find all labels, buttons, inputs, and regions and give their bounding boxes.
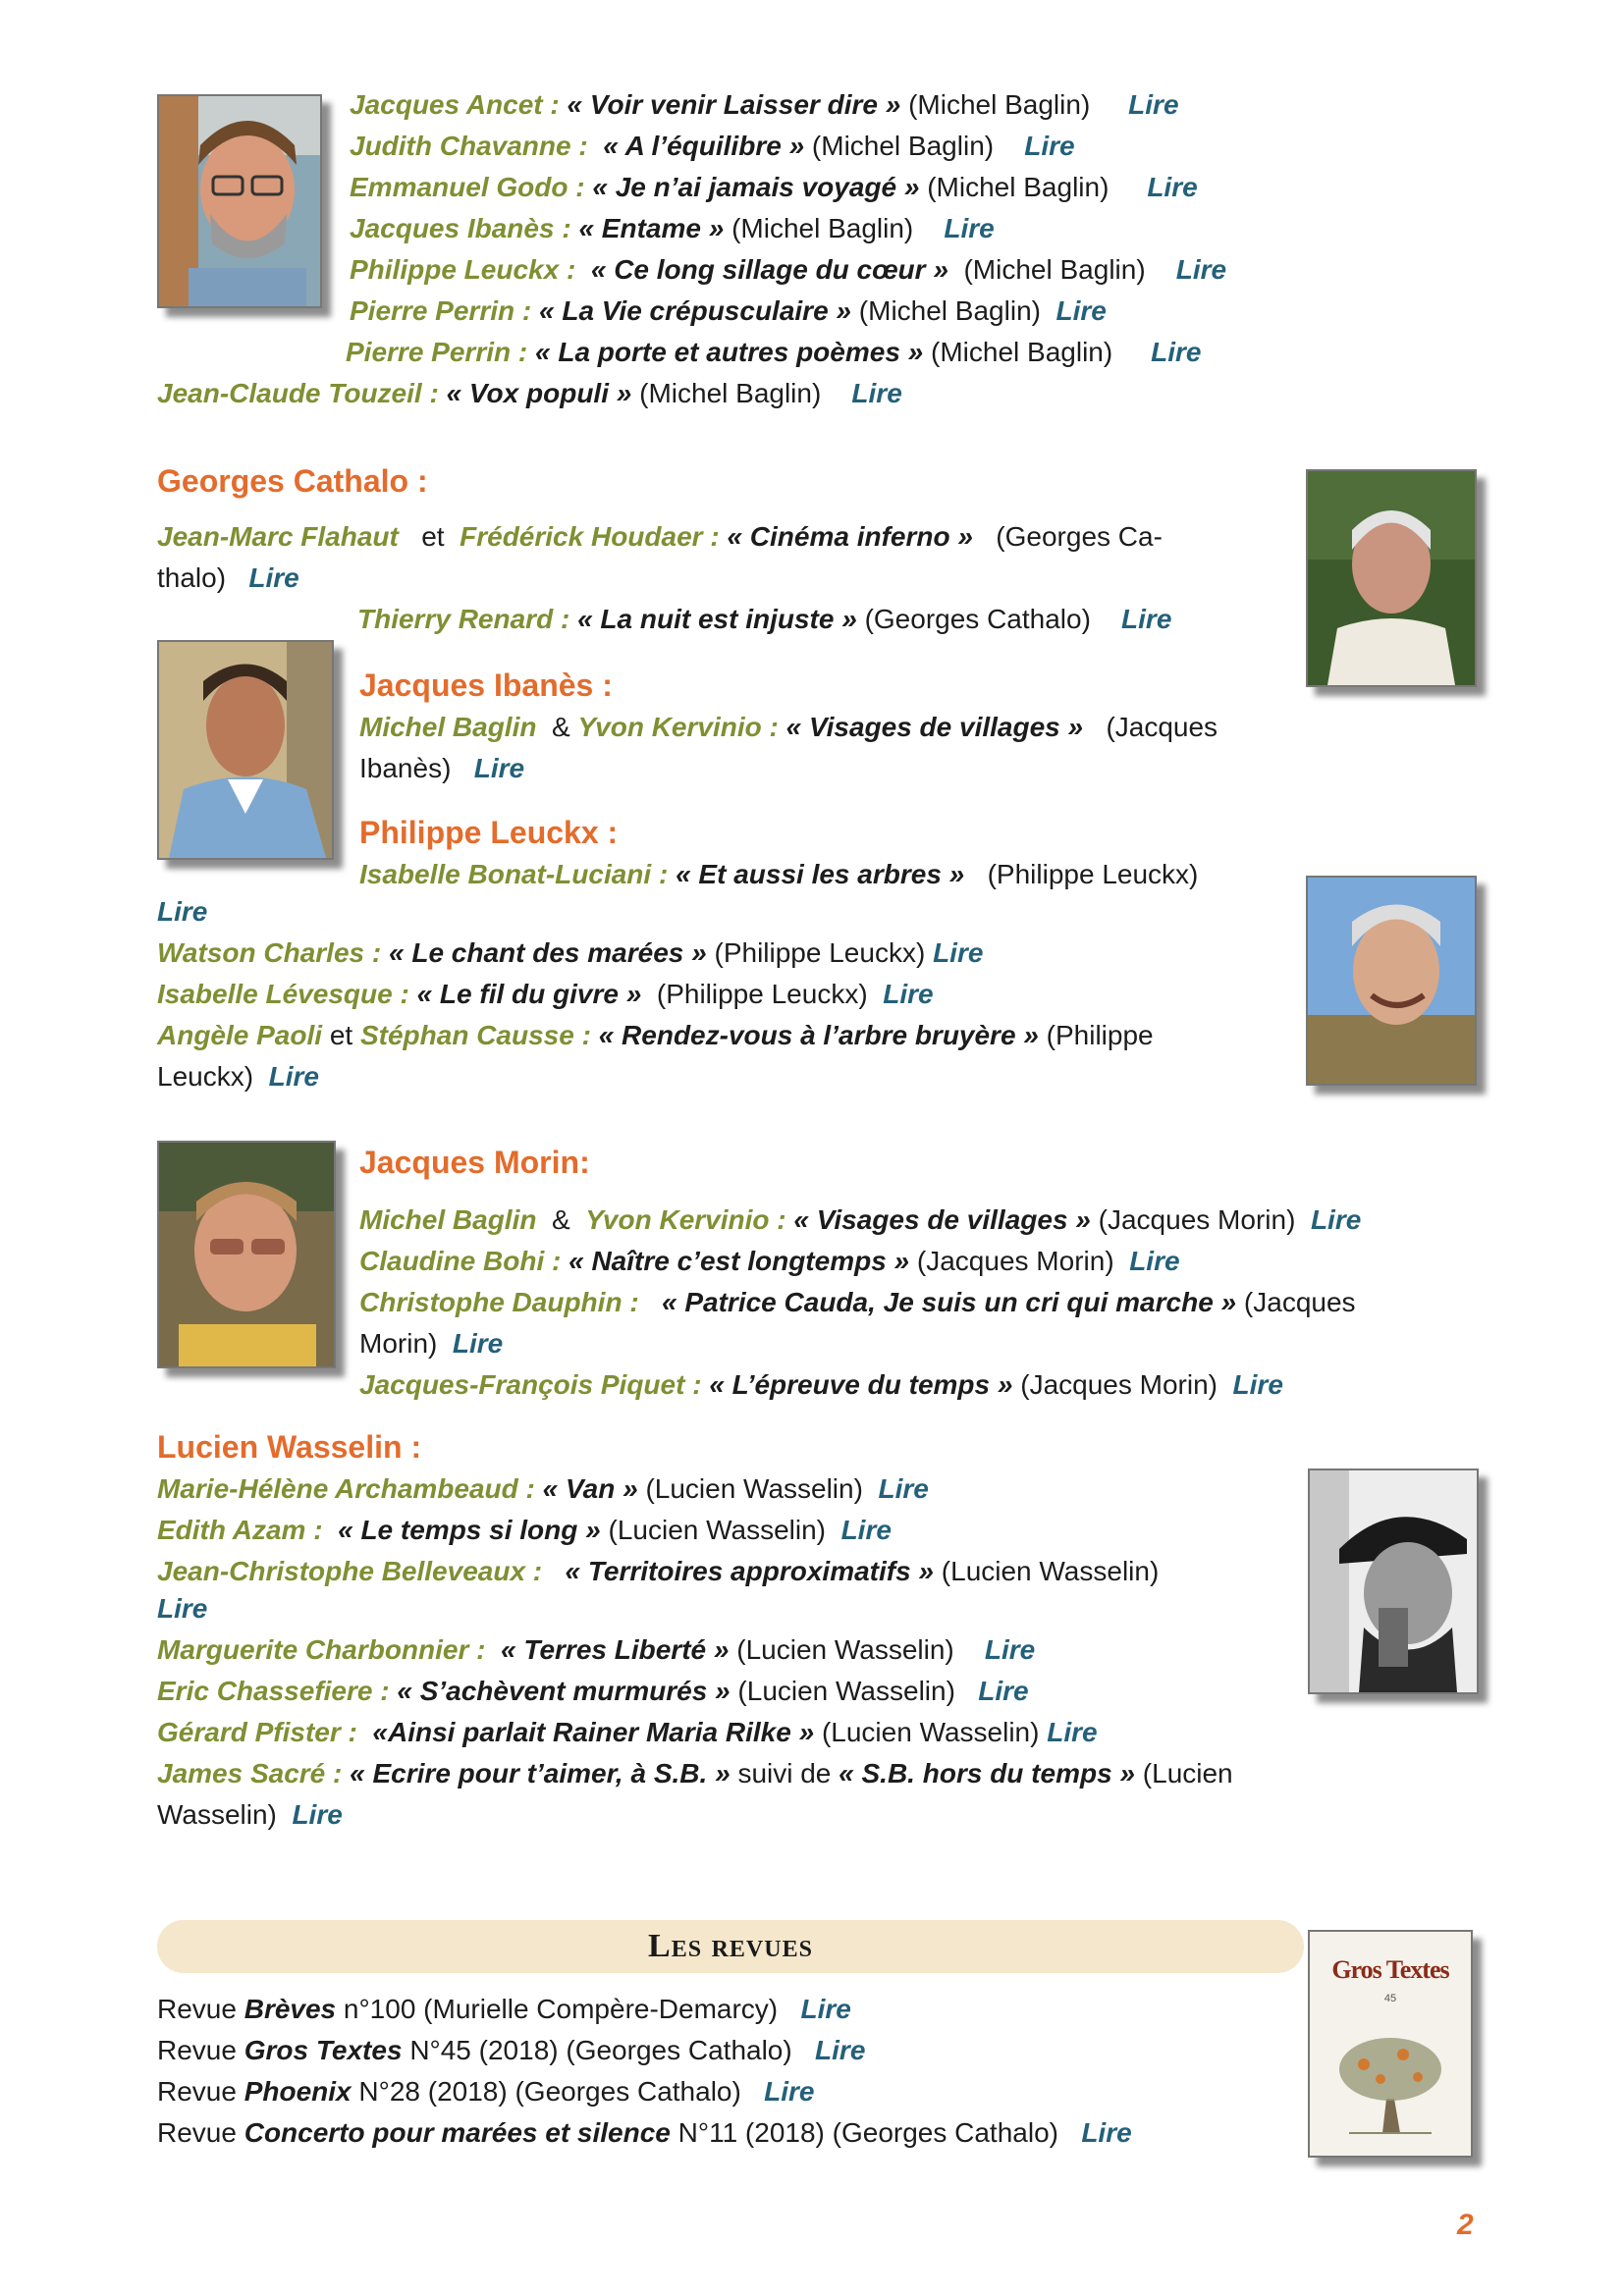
revues-heading: Les revues xyxy=(648,1928,813,1964)
author-name: Jean-Christophe Belleveaux : xyxy=(157,1556,543,1586)
review-entry xyxy=(359,1282,1356,1323)
book-title: « Et aussi les arbres » xyxy=(676,859,965,889)
review-entry xyxy=(157,1510,892,1551)
lire-link[interactable]: Lire xyxy=(944,213,995,243)
review-entry xyxy=(350,167,1198,208)
portrait-smiling-man-image xyxy=(159,642,332,858)
author-name: Marguerite Charbonnier : xyxy=(157,1634,486,1665)
revue-name: Brèves xyxy=(244,1994,337,2024)
critic-name: thalo) xyxy=(157,562,227,593)
critic-heading-morin: Jacques Morin: xyxy=(359,1145,590,1180)
book-title: « La nuit est injuste » xyxy=(577,604,857,634)
cover-number: 45 xyxy=(1383,1993,1397,2004)
review-entry-continued xyxy=(157,1794,343,1836)
critic-name: (Lucien Wasselin) xyxy=(645,1473,863,1504)
revue-detail: N°45 (2018) (Georges Cathalo) xyxy=(409,2035,792,2065)
author-name: Judith Chavanne : xyxy=(350,131,588,161)
lire-link[interactable]: Lire xyxy=(933,937,984,968)
revue-prefix: Revue xyxy=(157,2076,237,2107)
review-entry xyxy=(157,1629,1035,1671)
book-title: « Le temps si long » xyxy=(338,1515,601,1545)
book-title: « Voir venir Laisser dire » xyxy=(567,89,901,120)
author-name: Christophe Dauphin : xyxy=(359,1287,639,1317)
book-title: « Le chant des marées » xyxy=(388,937,707,968)
author-name: Pierre Perrin : xyxy=(346,337,528,367)
critic-name: (Michel Baglin) xyxy=(858,295,1041,326)
review-entry xyxy=(350,126,1075,167)
book-title: « Naître c’est longtemps » xyxy=(568,1246,910,1276)
photo-jacques-morin xyxy=(157,1141,336,1368)
critic-heading-ibanes: Jacques Ibanès : xyxy=(359,667,613,703)
book-title: « Entame » xyxy=(578,213,725,243)
critic-name: (Jacques xyxy=(1243,1287,1356,1317)
book-title: « Patrice Cauda, Je suis un cri qui marche » xyxy=(662,1287,1237,1317)
author-name: Isabelle Lévesque : xyxy=(157,979,409,1009)
connector-text: suivi de xyxy=(737,1758,832,1789)
photo-jacques-ibanes xyxy=(157,640,334,860)
book-title: « Le fil du givre » xyxy=(416,979,642,1009)
revue-item xyxy=(157,2071,815,2112)
review-entry xyxy=(350,84,1179,126)
review-entry-continued xyxy=(157,1588,207,1629)
author-name: Angèle Paoli xyxy=(157,1020,323,1050)
lire-link[interactable]: Lire xyxy=(1121,604,1172,634)
lire-link[interactable]: Lire xyxy=(292,1799,343,1830)
revue-name: Gros Textes xyxy=(244,2035,403,2065)
critic-heading-cathalo: Georges Cathalo : xyxy=(157,463,428,499)
critic-name: Morin) xyxy=(359,1328,438,1359)
review-entry xyxy=(157,373,902,414)
review-entry xyxy=(359,1364,1283,1406)
review-entry-continued xyxy=(157,891,207,933)
book-title: «Ainsi parlait Rainer Maria Rilke » xyxy=(372,1717,815,1747)
lire-link[interactable]: Lire xyxy=(1128,89,1179,120)
critic-name: (Georges Cathalo) xyxy=(864,604,1091,634)
lire-link[interactable]: Lire xyxy=(764,2076,815,2107)
lire-link[interactable]: Lire xyxy=(1129,1246,1180,1276)
conjunction: et xyxy=(421,521,445,552)
page-number: 2 xyxy=(1457,2209,1474,2241)
portrait-glasses-man-image xyxy=(159,96,320,306)
gros-textes-cover xyxy=(1308,1930,1473,2158)
review-entry xyxy=(359,1200,1361,1241)
cover-title: Gros Textes xyxy=(1331,1955,1449,1984)
review-entry xyxy=(350,249,1226,291)
lire-link[interactable]: Lire xyxy=(1310,1204,1362,1235)
review-entry xyxy=(157,1468,929,1510)
author-name: Michel Baglin xyxy=(359,712,537,742)
critic-name: (Georges Ca- xyxy=(996,521,1163,552)
author-name: Yvon Kervinio : xyxy=(585,1204,786,1235)
critic-name: (Lucien Wasselin) xyxy=(608,1515,826,1545)
lire-link[interactable]: Lire xyxy=(268,1061,319,1092)
book-title: « Ce long sillage du cœur » xyxy=(590,254,948,285)
author-name: Michel Baglin xyxy=(359,1204,537,1235)
critic-name: (Jacques Morin) xyxy=(916,1246,1114,1276)
tree-illustration-image xyxy=(1310,1932,1471,2156)
review-entry xyxy=(157,516,1163,558)
author-name: Watson Charles : xyxy=(157,937,382,968)
lire-link[interactable]: Lire xyxy=(1047,1717,1098,1747)
critic-name: (Michel Baglin) xyxy=(963,254,1146,285)
critic-name: (Michel Baglin) xyxy=(731,213,914,243)
author-name: Philippe Leuckx : xyxy=(350,254,576,285)
portrait-laughing-man-image xyxy=(1308,878,1475,1084)
author-name: Stéphan Causse : xyxy=(359,1020,591,1050)
critic-name: (Philippe xyxy=(1046,1020,1154,1050)
critic-name: (Jacques xyxy=(1106,712,1218,742)
lire-link[interactable]: Lire xyxy=(815,2035,866,2065)
critic-heading-leuckx: Philippe Leuckx : xyxy=(359,815,619,850)
author-name: Frédérick Houdaer : xyxy=(460,521,720,552)
critic-name: (Jacques Morin) xyxy=(1020,1369,1218,1400)
review-entry xyxy=(157,974,934,1015)
portrait-hat-man-bw-image xyxy=(1310,1470,1477,1692)
author-name: Jean-Claude Touzeil : xyxy=(157,378,439,408)
lire-link[interactable]: Lire xyxy=(1024,131,1075,161)
lire-link[interactable]: Lire xyxy=(452,1328,504,1359)
lire-link[interactable]: Lire xyxy=(984,1634,1036,1665)
author-name: Emmanuel Godo : xyxy=(350,172,585,202)
author-name: Jacques Ibanès : xyxy=(350,213,571,243)
lire-link[interactable]: Lire xyxy=(1147,172,1198,202)
conjunction: & xyxy=(552,712,570,742)
critic-name: (Lucien Wasselin) xyxy=(737,1676,955,1706)
author-name: James Sacré : xyxy=(157,1758,343,1789)
review-entry xyxy=(157,1551,1159,1592)
revue-item xyxy=(157,2112,1132,2154)
critic-name: (Philippe Leuckx) xyxy=(987,859,1199,889)
lire-link[interactable]: Lire xyxy=(1175,254,1227,285)
book-title: « Territoires approximatifs » xyxy=(565,1556,935,1586)
review-entry-continued xyxy=(359,748,524,789)
conjunction: & xyxy=(552,1204,570,1235)
author-name: Thierry Renard : xyxy=(357,604,570,634)
photo-georges-cathalo xyxy=(1306,469,1477,687)
review-entry xyxy=(157,1753,1233,1794)
critic-name: Leuckx) xyxy=(157,1061,254,1092)
book-title: « Van » xyxy=(542,1473,638,1504)
revue-name: Phoenix xyxy=(244,2076,352,2107)
author-name: Gérard Pfister : xyxy=(157,1717,357,1747)
conjunction: et xyxy=(329,1020,353,1050)
review-entry xyxy=(357,599,1171,640)
review-entry xyxy=(346,332,1201,373)
lire-link[interactable]: Lire xyxy=(157,1593,208,1624)
lire-link[interactable]: Lire xyxy=(800,1994,851,2024)
author-name: Yvon Kervinio : xyxy=(577,712,779,742)
lire-link[interactable]: Lire xyxy=(851,378,902,408)
lire-link[interactable]: Lire xyxy=(840,1515,892,1545)
critic-name: (Lucien Wasselin) xyxy=(941,1556,1160,1586)
lire-link[interactable]: Lire xyxy=(473,753,525,783)
photo-michel-baglin xyxy=(157,94,322,308)
lire-link[interactable]: Lire xyxy=(883,979,934,1009)
review-entry xyxy=(157,1712,1098,1753)
review-entry xyxy=(157,933,983,974)
book-title: « S’achèvent murmurés » xyxy=(397,1676,731,1706)
book-title: « L’épreuve du temps » xyxy=(709,1369,1013,1400)
critic-name: (Jacques Morin) xyxy=(1098,1204,1296,1235)
critic-name: (Philippe Leuckx) xyxy=(714,937,926,968)
lire-link[interactable]: Lire xyxy=(1056,295,1107,326)
revue-prefix: Revue xyxy=(157,1994,237,2024)
book-title: « Visages de villages » xyxy=(793,1204,1091,1235)
revue-prefix: Revue xyxy=(157,2035,237,2065)
author-name: Jean-Marc Flahaut xyxy=(157,521,399,552)
review-entry-continued xyxy=(157,1056,319,1097)
photo-philippe-leuckx xyxy=(1306,876,1477,1086)
book-title: « Visages de villages » xyxy=(785,712,1084,742)
book-title: « Ecrire pour t’aimer, à S.B. » xyxy=(350,1758,731,1789)
portrait-sunglasses-man-image xyxy=(159,1143,334,1366)
author-name: Jacques Ancet : xyxy=(350,89,560,120)
critic-name: (Michel Baglin) xyxy=(908,89,1091,120)
revue-item xyxy=(157,1989,851,2030)
lire-link[interactable]: Lire xyxy=(878,1473,929,1504)
review-entry xyxy=(157,1015,1154,1056)
lire-link[interactable]: Lire xyxy=(248,562,299,593)
revue-detail: n°100 (Murielle Compère-Demarcy) xyxy=(343,1994,779,2024)
critic-name: (Lucien Wasselin) xyxy=(821,1717,1040,1747)
book-title: « Vox populi » xyxy=(446,378,632,408)
book-title: « Cinéma inferno » xyxy=(727,521,973,552)
review-entry xyxy=(350,291,1107,332)
book-title: « Rendez-vous à l’arbre bruyère » xyxy=(598,1020,1039,1050)
author-name: Marie-Hélène Archambeaud : xyxy=(157,1473,535,1504)
review-entry xyxy=(157,1671,1029,1712)
critic-name: (Michel Baglin) xyxy=(931,337,1113,367)
book-title: « La Vie crépusculaire » xyxy=(538,295,852,326)
lire-link[interactable]: Lire xyxy=(1151,337,1202,367)
review-entry-continued xyxy=(157,558,299,599)
critic-name: (Lucien Wasselin) xyxy=(736,1634,954,1665)
review-entry xyxy=(359,707,1218,748)
author-name: Pierre Perrin : xyxy=(350,295,532,326)
critic-name: Wasselin) xyxy=(157,1799,277,1830)
book-title: « Je n’ai jamais voyagé » xyxy=(592,172,920,202)
lire-link[interactable]: Lire xyxy=(1081,2117,1132,2148)
lire-link[interactable]: Lire xyxy=(1232,1369,1283,1400)
critic-name: (Michel Baglin) xyxy=(639,378,822,408)
review-entry xyxy=(350,208,995,249)
lire-link[interactable]: Lire xyxy=(978,1676,1029,1706)
revue-detail: N°28 (2018) (Georges Cathalo) xyxy=(358,2076,741,2107)
photo-lucien-wasselin xyxy=(1308,1468,1479,1694)
revue-detail: N°11 (2018) (Georges Cathalo) xyxy=(677,2117,1058,2148)
book-title: « La porte et autres poèmes » xyxy=(534,337,924,367)
critic-name: Ibanès) xyxy=(359,753,452,783)
lire-link[interactable]: Lire xyxy=(157,896,208,927)
author-name: Eric Chassefiere : xyxy=(157,1676,390,1706)
critic-heading-wasselin: Lucien Wasselin : xyxy=(157,1429,422,1465)
critic-name: (Michel Baglin) xyxy=(811,131,995,161)
revue-name: Concerto pour marées et silence xyxy=(244,2117,671,2148)
critic-name: (Lucien xyxy=(1142,1758,1233,1789)
author-name: Isabelle Bonat-Luciani : xyxy=(359,859,669,889)
book-title: « A l’équilibre » xyxy=(603,131,805,161)
critic-name: (Michel Baglin) xyxy=(927,172,1110,202)
book-title: « Terres Liberté » xyxy=(501,1634,730,1665)
review-entry xyxy=(359,1241,1180,1282)
review-entry xyxy=(359,854,1198,895)
critic-name: (Philippe Leuckx) xyxy=(656,979,868,1009)
book-title: « S.B. hors du temps » xyxy=(839,1758,1136,1789)
revue-prefix: Revue xyxy=(157,2117,237,2148)
review-entry-continued xyxy=(359,1323,503,1364)
revue-item xyxy=(157,2030,865,2071)
author-name: Edith Azam : xyxy=(157,1515,323,1545)
author-name: Jacques-François Piquet : xyxy=(359,1369,702,1400)
portrait-white-hair-man-image xyxy=(1308,471,1475,685)
author-name: Claudine Bohi : xyxy=(359,1246,562,1276)
